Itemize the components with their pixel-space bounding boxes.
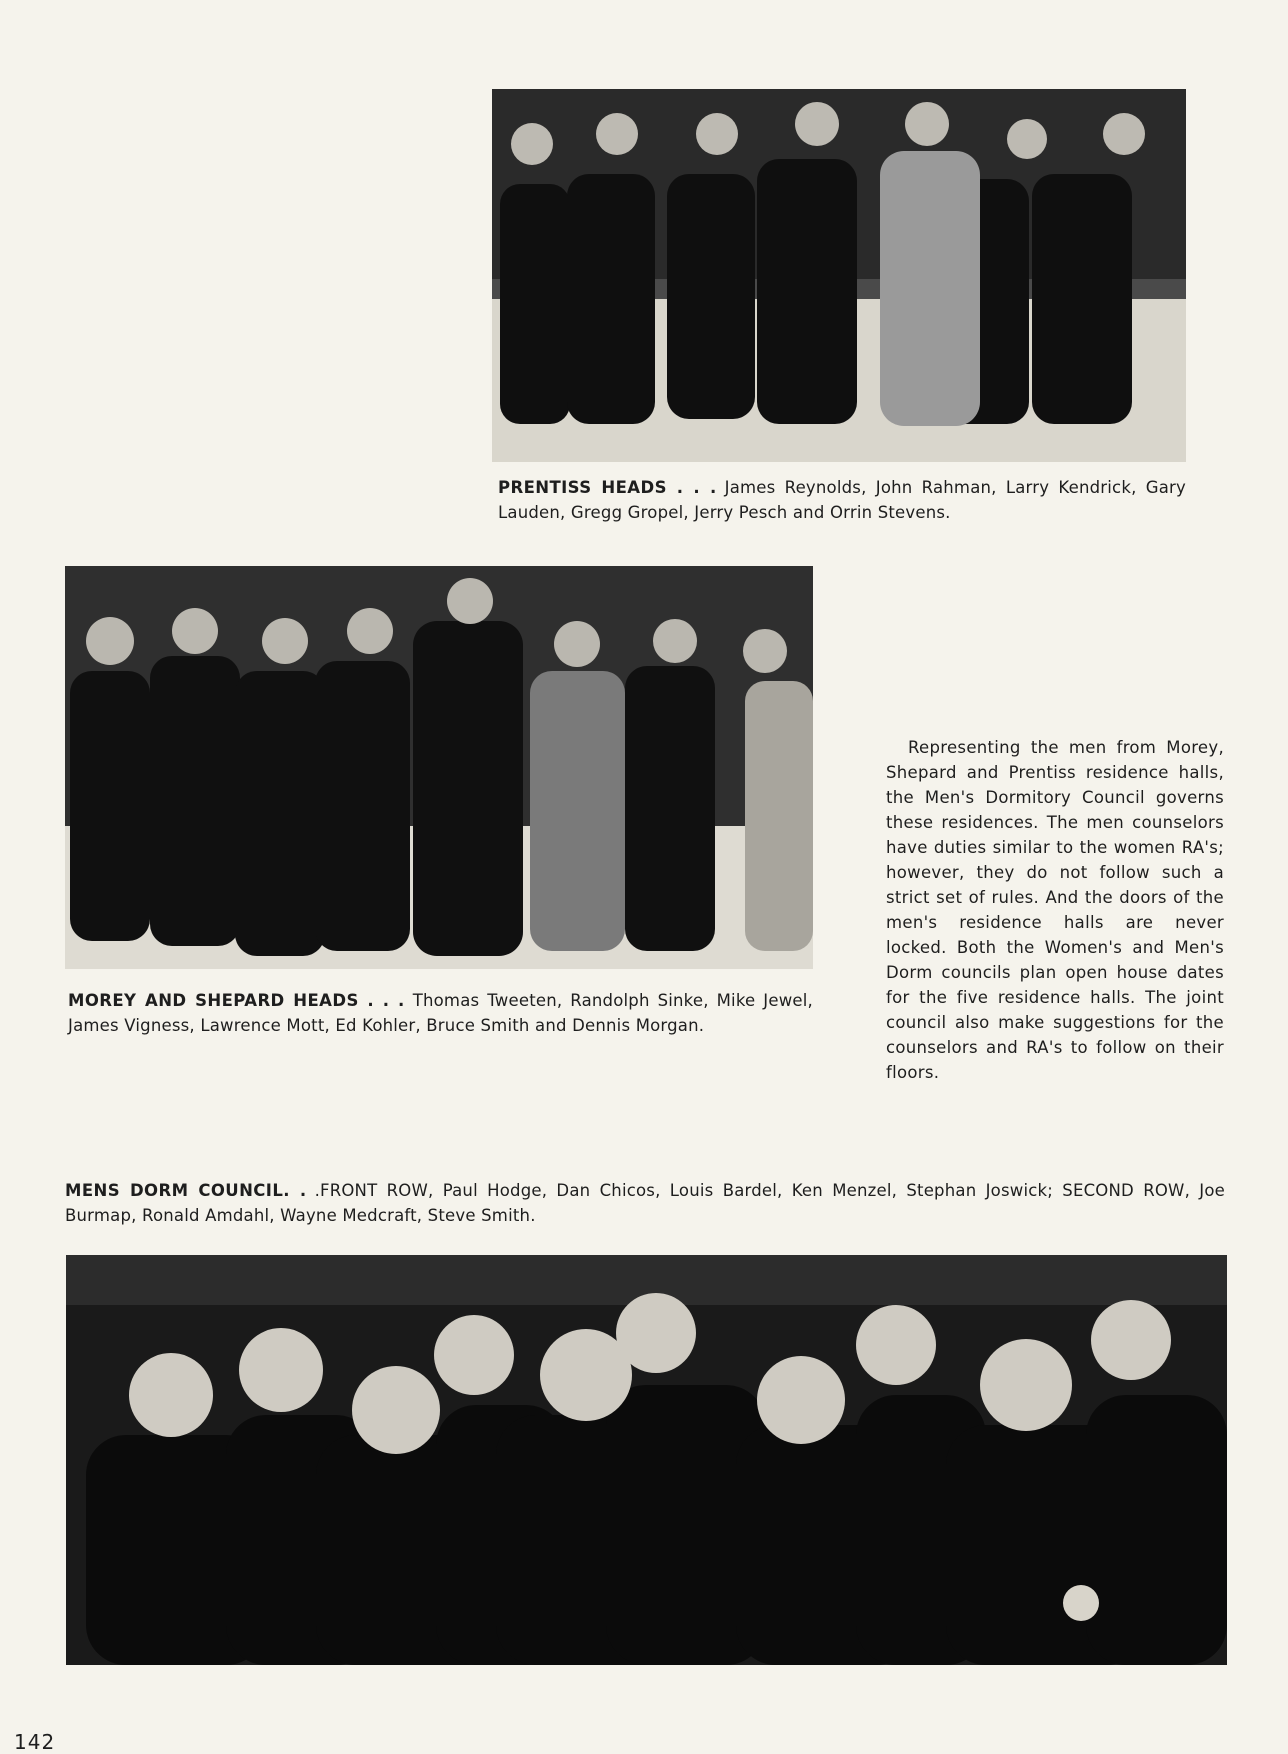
caption-morey-shepard-lead: MOREY AND SHEPARD HEADS . . . <box>68 991 405 1010</box>
caption-morey-shepard-names: Thomas Tweeten, Randolph Sinke, Mike Jewel, James Vigness, Lawrence Mott, Ed Kohler, Bruce Smith and Dennis Morgan. <box>68 991 813 1035</box>
page-number: 142 <box>14 1730 56 1754</box>
caption-mens-dorm-council <box>65 1178 1225 1228</box>
caption-prentiss-lead: PRENTISS HEADS . . . <box>498 478 717 497</box>
photo-prentiss-image <box>492 89 1186 462</box>
caption-council-lead: MENS DORM COUNCIL. . <box>65 1181 307 1200</box>
caption-morey-shepard-heads <box>68 988 813 1038</box>
photo-morey-shepard-heads <box>65 566 813 969</box>
photo-council-image <box>66 1255 1227 1665</box>
caption-prentiss-heads <box>498 475 1186 525</box>
photo-prentiss-heads <box>492 89 1186 462</box>
photo-morey-shepard-image <box>65 566 813 969</box>
caption-council-names: .FRONT ROW, Paul Hodge, Dan Chicos, Louis Bardel, Ken Menzel, Stephan Joswick; SECOND ROW, Joe Burmap, Ronald Amdahl, Wayne Medcraft, Steve Smith. <box>65 1181 1225 1225</box>
article-body: Representing the men from Morey, Shepard and Prentiss residence halls, the Men's Dormitory Council governs these residences. The men counselors have duties similar to the women RA's; however, they do not follow such a strict set of rules. And the doors of the men's residence halls are never locked. Both the Women's and Men's Dorm councils plan open house dates for the five residence halls. The joint council also make suggestions for the counselors and RA's to follow on their floors. <box>886 738 1224 1082</box>
caption-prentiss-names: James Reynolds, John Rahman, Larry Kendrick, Gary Lauden, Gregg Gropel, Jerry Pesch and Orrin Stevens. <box>498 478 1186 522</box>
photo-mens-dorm-council <box>66 1255 1227 1665</box>
